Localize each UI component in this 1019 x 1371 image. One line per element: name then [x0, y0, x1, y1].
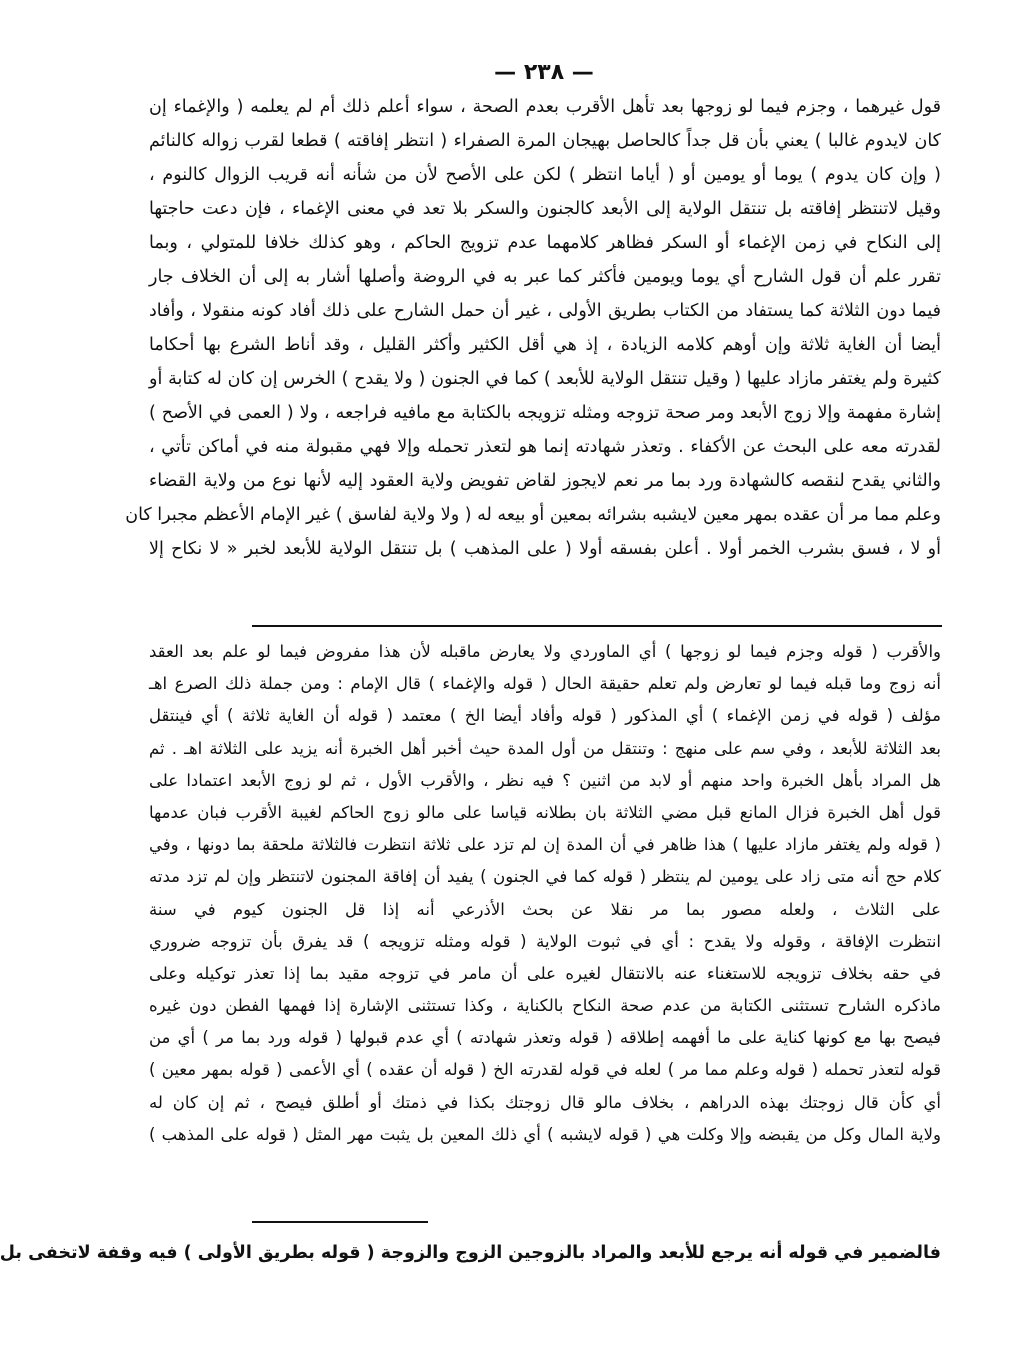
commentary-text [149, 636, 941, 1151]
commentary-line: في حقه بخلاف تزويجه للاستغناء عنه بالانتقال لغيره على أن مامر في تزوجه مقيد بما إذا تعذر توكيله وعلى [149, 963, 941, 983]
commentary-line: أي كأن قال زوجتك بهذه الدراهم ، بخلاف مالو قال زوجتك بكذا في ذمتك أو أطلق فيصح ، ثم إن كان له [149, 1092, 941, 1112]
footnote-line: فالضمير في قوله أنه يرجع للأبعد والمراد بالزوجين الزوج والزوجة ( قوله بطريق الأولى ) فيه وقفة لاتخفى بل [0, 1243, 941, 1263]
commentary-line: هل المراد بأهل الخبرة واحد منهم أو لابد من اثنين ؟ فيه نظر ، والأقرب الأول ، ثم لو زوج الأبعد اعتمادا على [149, 770, 941, 790]
main-text-line: قول غيرهما ، وجزم فيما لو زوجها بعد تأهل الأقرب بعدم الصحة ، سواء أعلم ذلك أم لم يعلمه ( والإغماء إن [149, 97, 941, 117]
main-text-line: وعلم مما مر أن عقده بمهر معين لايشبه بشرائه بمعين أو بيعه له ( ولا ولاية لفاسق ) غير الإمام الأعظم مجبرا كان [125, 505, 941, 525]
commentary-line: ولاية المال وكل من يقبضه وإلا وكلت هي ( قوله لايشبه ) أي ذلك المعين بل يثبت مهر المثل ( قوله على المذهب ) [149, 1124, 941, 1144]
main-text-line: أو لا ، فسق بشرب الخمر أولا . أعلن بفسقه أولا ( على المذهب ) بل تنتقل الولاية للأبعد لخبر « لا نكاح إلا [149, 539, 941, 559]
commentary-line: قول أهل الخبرة فزال المانع قبل مضي الثلاثة بان بطلانه قياسا على مالو زوج الحاكم لغيبة الأقرب فبان عدمها [149, 802, 941, 822]
main-text-line: ( وإن كان يدوم ) يوما أو يومين أو ( أياما انتظر ) لكن على الأصح لأن من شأنه أنه قريب الزوال كالنوم ، [149, 165, 941, 185]
commentary-line: فيصح بها مع كونها كناية على ما أفهمه إطلاقه ( قوله وتعذر شهادته ) أي عدم قبولها ( قوله ورد بما مر ) أي من [149, 1028, 941, 1048]
main-text-line: فيما دون الثلاثة كما يستفاد من الكتاب بطريق الأولى ، غير أن حمل الشارح على ذلك أفاد كونه منقولا ، وأفاد [149, 301, 941, 321]
commentary-line: ماذكره الشارح تستثنى الكتابة من عدم صحة النكاح بالكناية ، وكذا تستثنى الإشارة إذا فهمها الفطن دون غيره [149, 996, 941, 1016]
commentary-line: ( قوله ولم يغتفر مازاد عليها ) هذا ظاهر في أن المدة إن لم تزد على ثلاثة انتظرت فالثلاثة ملحقة بما دونها ، وفي [149, 835, 941, 855]
main-text-line: تقرر علم أن قول الشارح أي يوما ويومين فأكثر كما عبر به في الروضة وأصلها أشار به إلى أن الخلاف جار [149, 267, 941, 287]
main-text [125, 90, 941, 566]
commentary-line: مؤلف ( قوله في زمن الإغماء ) أي المذكور ( قوله وأفاد أيضا الخ ) معتمد ( قوله أن الغاية ثلاثة ) أي فينتقل [149, 706, 941, 726]
main-text-line: وقيل لاتنتظر إفاقته بل تنتقل الولاية إلى الأبعد كالجنون والسكر بلا تعد في معنى الإغماء ، فإن دعت حاجتها [149, 199, 941, 219]
main-text-line: لقدرته معه على البحث عن الأكفاء . وتعذر شهادته إنما هو لتعذر تحمله وإلا فهي مقبولة منه في أماكن تأتي ، [149, 437, 941, 457]
commentary-line: أنه زوج وما قبله فيما لو تعارض ولم تعلم حقيقة الحال ( قوله والإغماء ) قال الإمام : ومن جملة ذلك الصرع اهـ [149, 674, 941, 694]
footnote-text [0, 1236, 941, 1270]
main-text-line: إشارة مفهمة وإلا زوج الأبعد ومر صحة تزوجه ومثله تزويجه بالكتابة مع مافيه فراجعه ، ولا ( العمى في الأصح ) [149, 403, 941, 423]
page-number: — ٢٣٨ — [494, 60, 594, 85]
commentary-line: قوله لتعذر تحمله ( قوله وعلم مما مر ) لعله في قوله لقدرته الخ ( قوله أن عقده ) أي الأعمى ( قوله بمهر معين ) [149, 1060, 941, 1080]
commentary-line: كلام حج أنه متى زاد على يومين لم ينتظر ( قوله كما في الجنون ) يفيد أن إفاقة المجنون لاتنتظر وإن لم تزد مدته [149, 867, 941, 887]
section-divider [252, 625, 942, 627]
commentary-line: على الثلاث ، ولعله مصور بما مر نقلا عن بحث الأذرعي أنه إذا قل الجنون كيوم في سنة [149, 899, 941, 919]
commentary-line: والأقرب ( قوله وجزم فيما لو زوجها ) أي الماوردي ولا يعارض ماقبله لأن هذا مفروض فيما لو علم بعد العقد [149, 642, 941, 661]
commentary-line: انتظرت الإفاقة ، وقوله ولا يقدح : أي في ثبوت الولاية ( قوله ومثله تزويجه ) قد يفرق بأن تزوجه ضروري [149, 931, 941, 951]
commentary-line: بعد الثلاثة للأبعد ، وفي سم على منهج : وتنتقل من أول المدة حيث أخبر أهل الخبرة أنه يزيد على الثلاثة اهـ . ثم [149, 738, 941, 758]
main-text-line: إلى النكاح في زمن الإغماء أو السكر فظاهر كلامهما عدم تزويج الحاكم ، وهو كذلك خلافا للمتولي ، وبما [149, 233, 941, 253]
footnote-divider [252, 1221, 428, 1223]
main-text-line: أيضا أن الغاية ثلاثة وإن أوهم كلامه الزيادة ، إذ هي أقل الكثير وأكثر القليل ، وقد أناط الشرع بها أحكاما [149, 335, 941, 355]
main-text-line: كان لايدوم غالبا ) يعني بأن قل جداً كالحاصل بهيجان المرة الصفراء ( انتظر إفاقته ) قطعا لقرب زواله كالنائم [149, 131, 941, 151]
main-text-line: والثاني يقدح لنقصه كالشهادة ورد بما مر نعم لايجوز لقاض تفويض ولاية العقود إليه لأنها نوع من ولاية القضاء [149, 471, 941, 491]
main-text-line: كثيرة ولم يغتفر مازاد عليها ( وقيل تنتقل الولاية للأبعد ) كما في الجنون ( ولا يقدح ) الخرس إن كان له كتابة أو [149, 369, 941, 389]
